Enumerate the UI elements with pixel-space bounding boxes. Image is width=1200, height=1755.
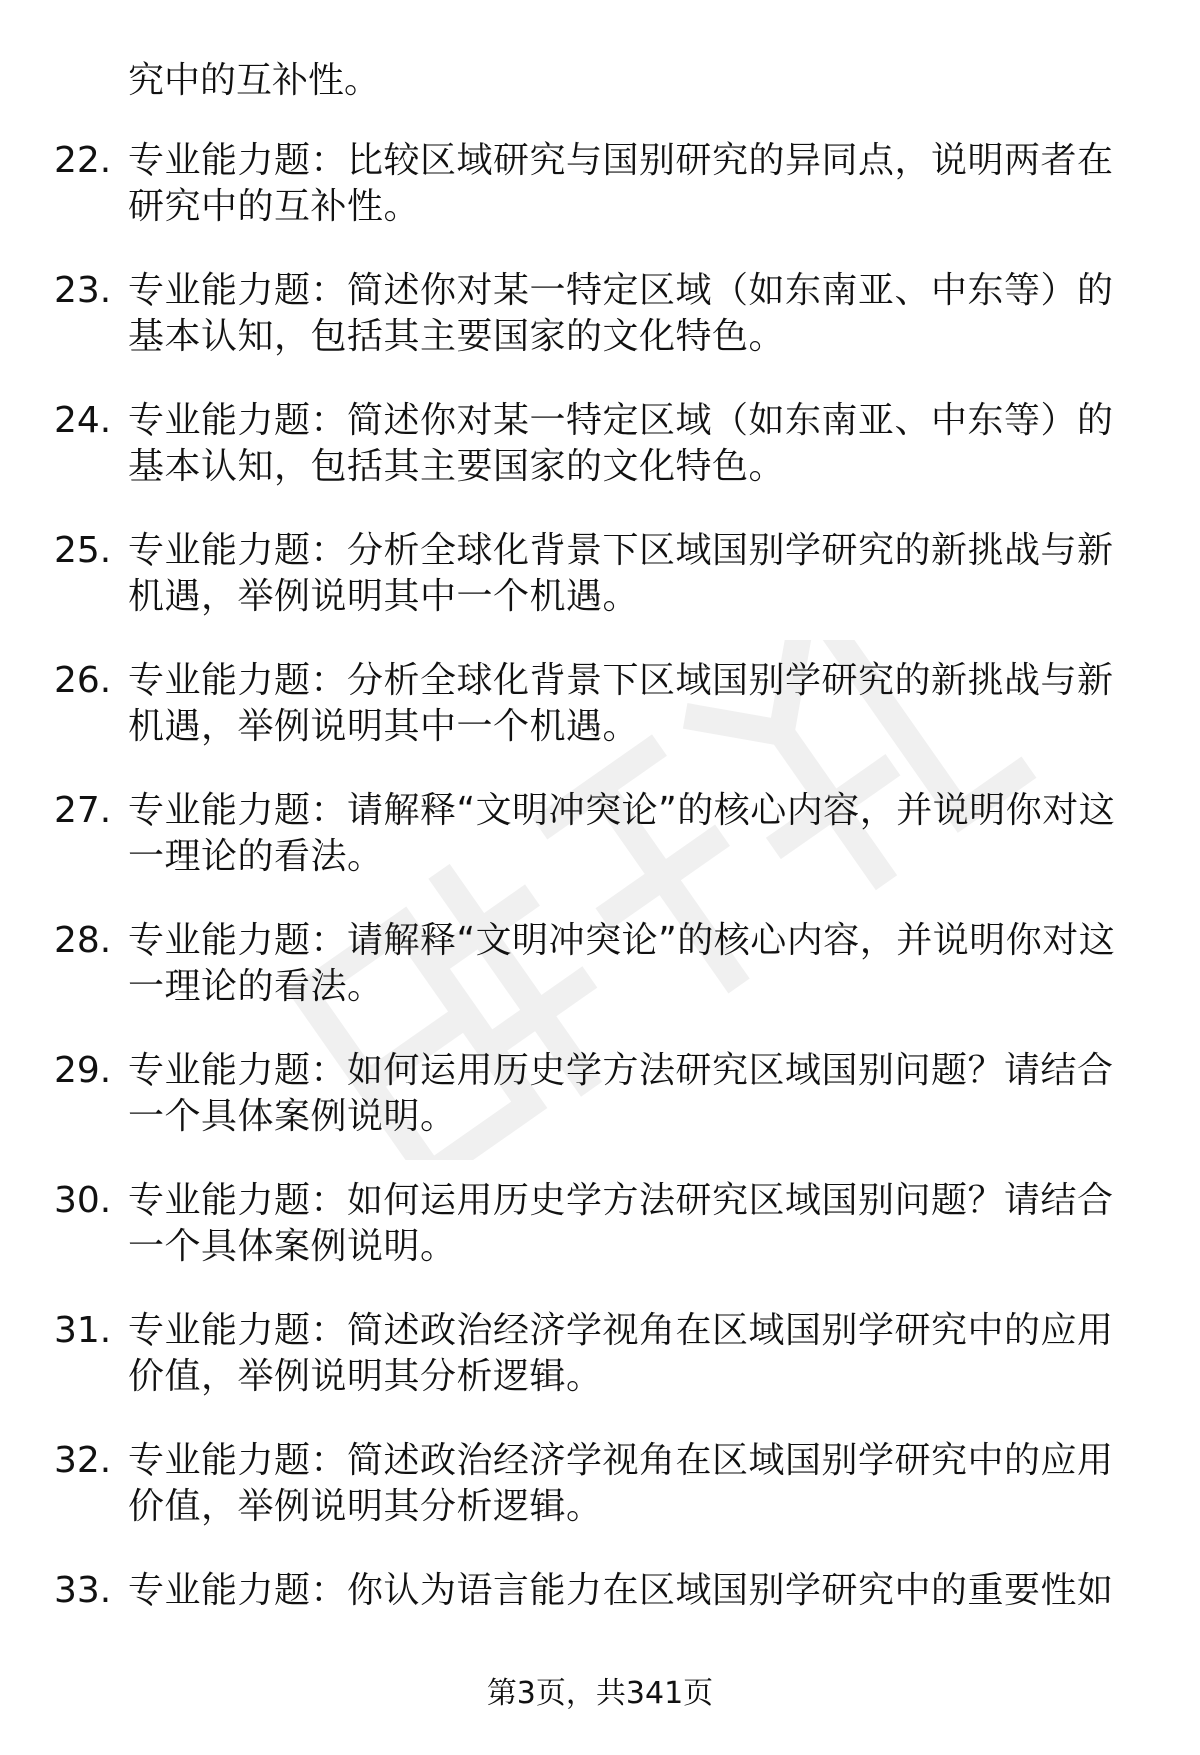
question-text: 专业能力题：比较区域研究与国别研究的异同点，说明两者在研究中的互补性。: [128, 140, 1114, 227]
question-item: [0, 398, 1200, 528]
question-number: 31.: [54, 1310, 112, 1351]
question-number: 23.: [54, 270, 112, 311]
question-text: 专业能力题：如何运用历史学方法研究区域国别问题？请结合一个具体案例说明。: [128, 1050, 1114, 1137]
question-number: 29.: [54, 1050, 112, 1091]
question-item: [0, 788, 1200, 918]
question-number: 25.: [54, 530, 112, 571]
question-number: 28.: [54, 920, 112, 961]
question-number: 32.: [54, 1440, 112, 1481]
question-text: 专业能力题：简述政治经济学视角在区域国别学研究中的应用价值，举例说明其分析逻辑。: [128, 1440, 1114, 1527]
question-item: [0, 918, 1200, 1048]
question-number: 26.: [54, 660, 112, 701]
question-text: 专业能力题：如何运用历史学方法研究区域国别问题？请结合一个具体案例说明。: [128, 1180, 1114, 1267]
question-item: [0, 1178, 1200, 1308]
question-text: 专业能力题：分析全球化背景下区域国别学研究的新挑战与新机遇，举例说明其中一个机遇。: [128, 660, 1114, 747]
question-text: 专业能力题：分析全球化背景下区域国别学研究的新挑战与新机遇，举例说明其中一个机遇。: [128, 530, 1114, 617]
question-item: [0, 1048, 1200, 1178]
question-list: [0, 138, 1200, 1698]
question-item: [0, 658, 1200, 788]
question-number: 33.: [54, 1570, 112, 1611]
question-item: [0, 138, 1200, 268]
question-item: [0, 268, 1200, 398]
question-item: [0, 1438, 1200, 1568]
question-item: [0, 528, 1200, 658]
question-text: 专业能力题：请解释“文明冲突论”的核心内容，并说明你对这一理论的看法。: [128, 920, 1116, 1007]
question-item: [0, 1308, 1200, 1438]
question-text: 专业能力题：简述你对某一特定区域（如东南亚、中东等）的基本认知，包括其主要国家的文化特色。: [128, 400, 1114, 487]
question-number: 27.: [54, 790, 112, 831]
continuation-text: 究中的互补性。: [128, 60, 381, 101]
question-text: 专业能力题：简述你对某一特定区域（如东南亚、中东等）的基本认知，包括其主要国家的文化特色。: [128, 270, 1114, 357]
page-footer: 第3页，共341页: [486, 1676, 714, 1711]
question-number: 22.: [54, 140, 112, 181]
question-text: 专业能力题：你认为语言能力在区域国别学研究中的重要性如: [128, 1570, 1114, 1611]
question-number: 24.: [54, 400, 112, 441]
question-text: 专业能力题：请解释“文明冲突论”的核心内容，并说明你对这一理论的看法。: [128, 790, 1116, 877]
question-number: 30.: [54, 1180, 112, 1221]
question-text: 专业能力题：简述政治经济学视角在区域国别学研究中的应用价值，举例说明其分析逻辑。: [128, 1310, 1114, 1397]
